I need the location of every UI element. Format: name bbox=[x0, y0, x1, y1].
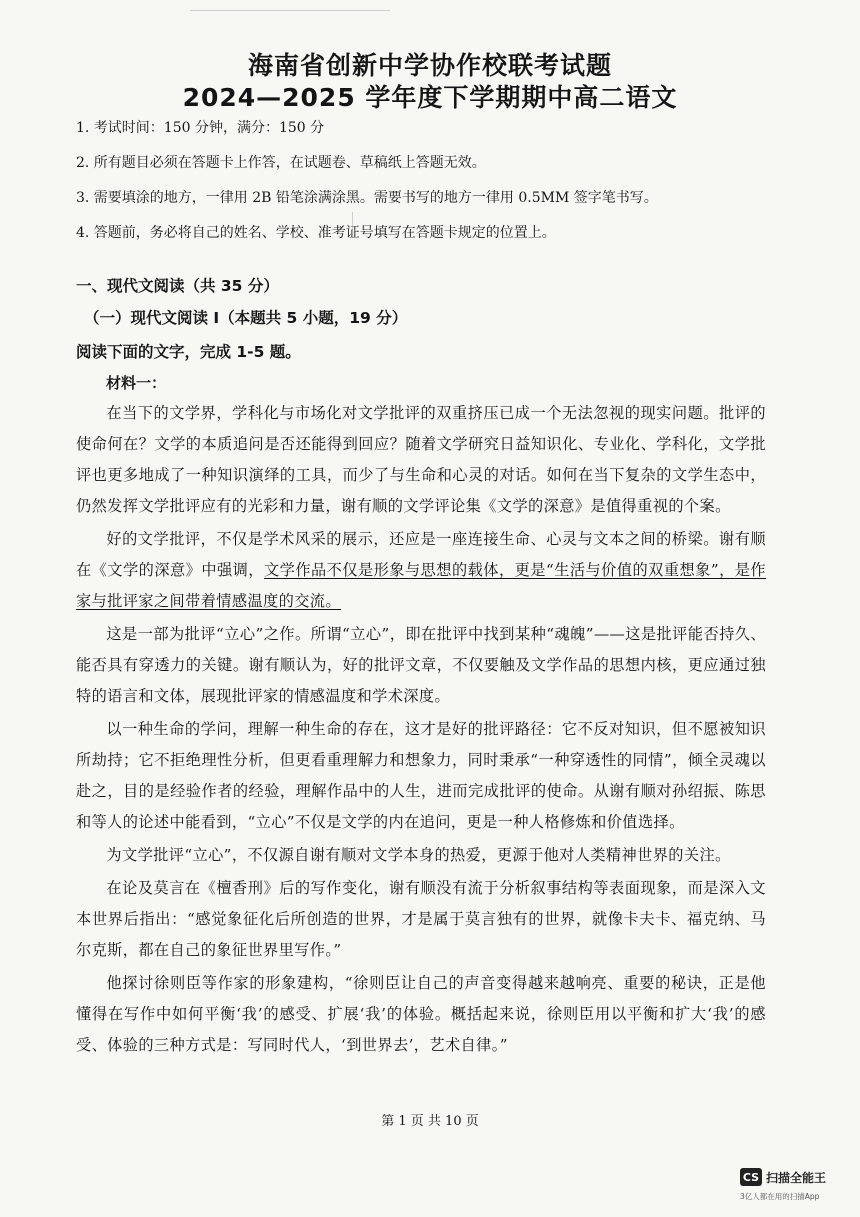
paragraph: 在当下的文学界，学科化与市场化对文学批评的双重挤压已成一个无法忽视的现实问题。批评的使命何在？文学的本质追问是否还能得到回应？随着文学研究日益知识化、专业化、学科化，文学批评也更多地成了一种知识演绎的工具，而少了与生命和心灵的对话。如何在当下复杂的文学生态中，仍然发挥文学批评应有的光彩和力量，谢有顺的文学评论集《文学的深意》是值得重视的个案。 bbox=[76, 404, 766, 515]
reading-instruction: 阅读下面的文字，完成 1-5 题。 bbox=[76, 343, 301, 361]
exam-title: 海南省创新中学协作校联考试题 bbox=[247, 51, 612, 80]
note-item: 1. 考试时间：150 分钟，满分：150 分 bbox=[76, 120, 325, 136]
paragraph: 他探讨徐则臣等作家的形象建构，“徐则臣让自己的声音变得越来越响亮、重要的秘诀，正是他懂得在写作中如何平衡‘我’的感受、扩展‘我’的体验。概括起来说，徐则臣用以平衡和扩大‘我’的感受、体验的三种方式是：写同时代人，‘到世界去’，艺术自律。” bbox=[76, 974, 766, 1054]
paragraph-text: 好的文学批评，不仅是学术风采的展示，还应是一座连接生命、心灵与文本之间的桥梁。谢有顺在《文学的深意》中强调， bbox=[76, 530, 766, 579]
section-heading: 一、现代文阅读（共 35 分） bbox=[76, 277, 279, 295]
watermark-tagline: 3亿人都在用的扫描App bbox=[740, 1192, 820, 1201]
note-item: 4. 答题前，务必将自己的姓名、学校、准考证号填写在答题卡规定的位置上。 bbox=[76, 225, 556, 241]
material-label: 材料一： bbox=[106, 374, 167, 392]
cs-logo-icon: CS bbox=[740, 1168, 762, 1186]
exam-subtitle: 2024—2025 学年度下学期期中高二语文 bbox=[182, 83, 678, 112]
scanner-watermark bbox=[740, 1168, 826, 1186]
paragraph: 在论及莫言在《檀香刑》后的写作变化，谢有顺没有流于分析叙事结构等表面现象，而是深入文本世界后指出：“感觉象征化后所创造的世界，才是属于莫言独有的世界，就像卡夫卡、福克纳、马尔克斯，都在自己的象征世界里写作。” bbox=[76, 879, 766, 959]
subsection-heading: （一）现代文阅读 I（本题共 5 小题，19 分） bbox=[84, 309, 408, 327]
paragraph: 为文学批评“立心”，不仅源自谢有顺对文学本身的热爱，更源于他对人类精神世界的关注。 bbox=[106, 846, 731, 864]
article-body bbox=[76, 398, 766, 1063]
paragraph: 这是一部为批评“立心”之作。所谓“立心”，即在批评中找到某种“魂魄”——这是批评能否持久、能否具有穿透力的关键。谢有顺认为，好的批评文章，不仅要触及文学作品的思想内核，更应通过独特的语言和文体，展现批评家的情感温度和学术深度。 bbox=[76, 625, 766, 705]
paragraph: 以一种生命的学问，理解一种生命的存在，这才是好的批评路径：它不反对知识，但不愿被知识所劫持；它不拒绝理性分析，但更看重理解力和想象力，同时秉承“一种穿透性的同情”，倾全灵魂以赴之，目的是经验作者的经验，理解作品中的人生，进而完成批评的使命。从谢有顺对孙绍振、陈思和等人的论述中能看到，“立心”不仅是文学的内在追问，更是一种人格修炼和价值选择。 bbox=[76, 720, 766, 831]
watermark-brand: 扫描全能王 bbox=[766, 1170, 827, 1185]
note-item: 3. 需要填涂的地方，一律用 2B 铅笔涂满涂黑。需要书写的地方一律用 0.5MM 签字笔书写。 bbox=[76, 190, 658, 206]
page-indicator: 第 1 页 共 10 页 bbox=[381, 1114, 479, 1129]
note-item: 2. 所有题目必须在答题卡上作答，在试题卷、草稿纸上答题无效。 bbox=[76, 155, 486, 171]
scan-artifact bbox=[190, 10, 390, 11]
underlined-sentence: 文学作品不仅是形象与思想的载体，更是“生活与价值的双重想象”，是作家与批评家之间带着情感温度的交流。 bbox=[76, 561, 766, 610]
paragraph bbox=[76, 524, 766, 617]
exam-notes bbox=[76, 118, 796, 258]
